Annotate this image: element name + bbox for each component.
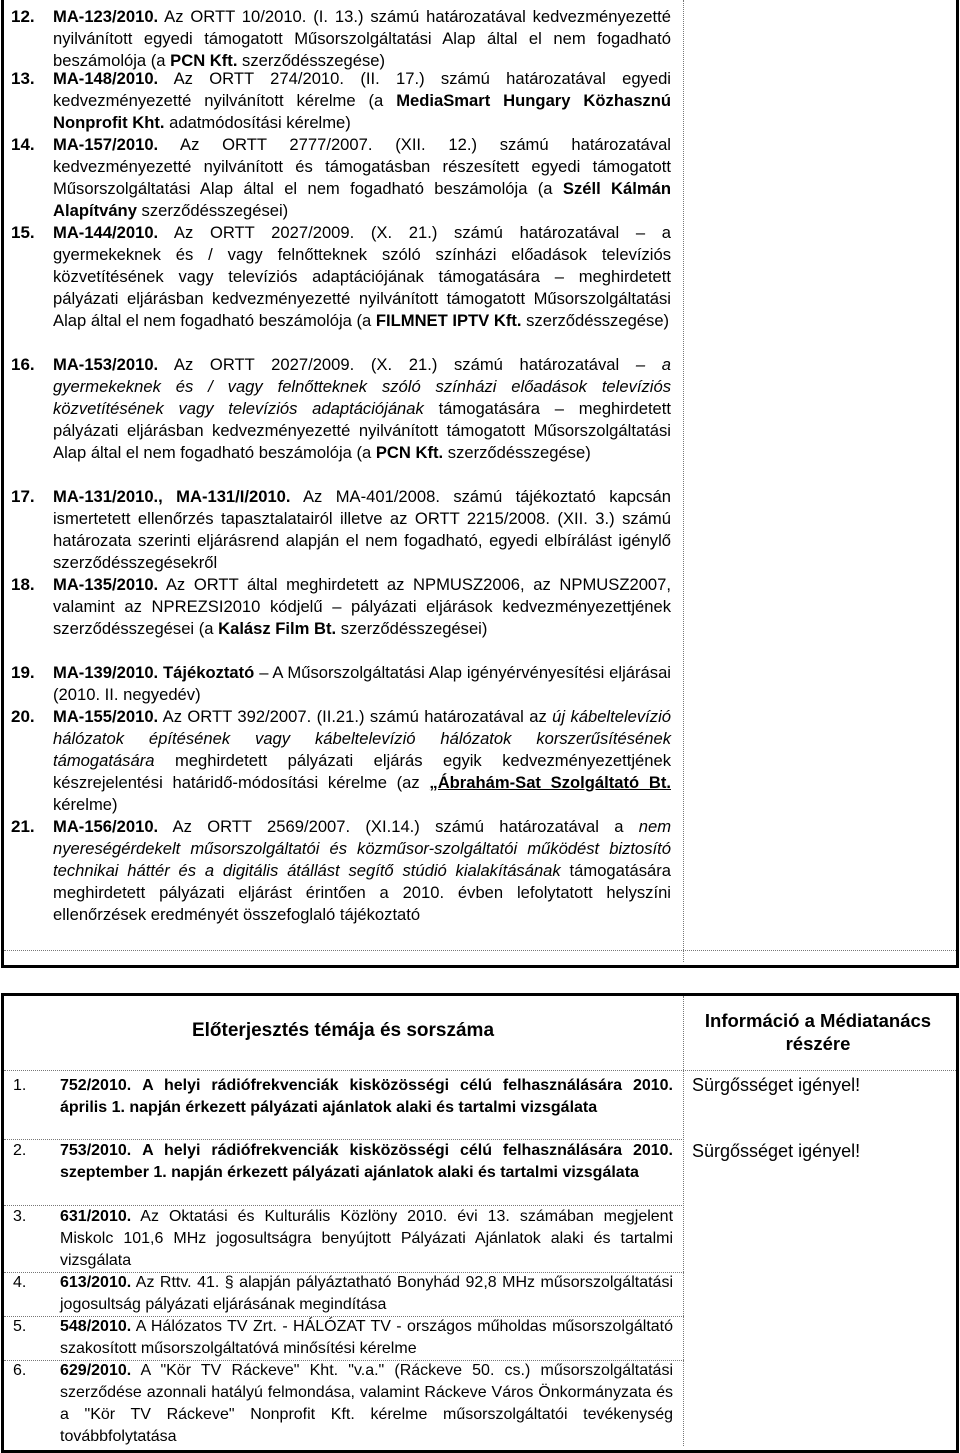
table-row-3 bbox=[5, 1206, 673, 1272]
top-column-divider bbox=[683, 0, 684, 962]
agenda-item-15 bbox=[11, 222, 671, 354]
table-row-5 bbox=[5, 1316, 673, 1360]
row-id: 753/2010. bbox=[60, 1142, 132, 1159]
item-id: MA-148/2010. bbox=[53, 69, 159, 88]
item-id: MA-139/2010. bbox=[53, 663, 159, 682]
table-row-4 bbox=[5, 1272, 673, 1316]
item-text: Az ORTT 392/2007. (II.21.) számú határozatával az bbox=[162, 707, 553, 726]
row-id: 613/2010. bbox=[60, 1274, 132, 1291]
row-number: 1. bbox=[13, 1077, 27, 1094]
agenda-item-20 bbox=[11, 706, 671, 816]
item-text: Az ORTT 2777/2007. (XII. 12.) számú határozatával kedvezményezetté nyilvánított és támogatásban részesített egyedi támogatott Műsorszolgáltatási Alap által el nem fogadható beszámolója (a bbox=[53, 135, 671, 198]
table-column-divider bbox=[683, 996, 684, 1446]
item-text: Az ORTT által meghirdetett az NPMUSZ2006, az NPMUSZ2007, valamint az NPREZSI2010 kódjelű – pályázati eljárások kedvezményezettjének szerződésszegései (a bbox=[53, 575, 671, 638]
row-id: 629/2010. bbox=[60, 1362, 132, 1379]
agenda-item-18 bbox=[11, 574, 671, 662]
item-tail: szerződésszegései) bbox=[136, 201, 289, 220]
agenda-item-14 bbox=[11, 134, 671, 222]
row-2-info: Sürgősséget igényel! bbox=[692, 1141, 861, 1161]
row-text: Az Rttv. 41. § alapján pályáztatható Bonyhád 92,8 MHz műsorszolgáltatási jogosultság pályázati eljárásának megindítása bbox=[60, 1274, 673, 1313]
item-number: 18. bbox=[11, 575, 35, 594]
row-text: Az Oktatási és Kulturális Közlöny 2010. évi 13. számában megjelent Miskolc 101,6 MHz jogosultságra benyújtott Pályázati Ajánlatok alaki és tartalmi vizsgálata bbox=[60, 1208, 674, 1269]
item-text: Az ORTT 274/2010. (II. 17.) számú határozatával egyedi kedvezményezetté nyilvánított kérelme (a bbox=[53, 69, 671, 110]
table-row-6 bbox=[5, 1360, 673, 1448]
item-text: Az MA-401/2008. számú tájékoztató kapcsán ismertetett ellenőrzés tapasztalatairól illetve az ORTT 2215/2008. (XII. 3.) számú határozata szerinti eljárásrend alapján el nem fogadható, egyedi elbírálást igénylő szerződésszegésekről bbox=[53, 487, 672, 572]
agenda-item-16 bbox=[11, 354, 671, 486]
item-tail: szerződésszegése) bbox=[443, 443, 591, 462]
item-id: MA-144/2010. bbox=[53, 223, 159, 242]
row-number: 6. bbox=[13, 1362, 27, 1379]
item-italic: új kábeltelevízió hálózatok építésének vagy kábeltelevízió hálózatok korszerűsítésének támogatására bbox=[53, 707, 671, 770]
row-text: A helyi rádiófrekvenciák kisközösségi célú felhasználására 2010. április 1. napján érkezett pályázati ajánlatok alaki és tartalmi vizsgálata bbox=[60, 1077, 674, 1116]
row-id: 752/2010. bbox=[60, 1077, 132, 1094]
agenda-item-19 bbox=[11, 662, 671, 706]
agenda-item-12 bbox=[11, 6, 671, 68]
item-text: Az ORTT 2569/2007. (XI.14.) számú határozatával a bbox=[172, 817, 639, 836]
item-text: Az ORTT 2027/2009. (X. 21.) számú határozatával – a gyermekeknek és / vagy felnőtteknek szóló színházi előadások televíziós közvetítésének vagy televíziós adaptációjának támogatására – meghirdetett pályázati eljárásban kedvezményezetté nyilvánított támogatott Műsorszolgáltatási Alap által el nem fogadható beszámolója (a bbox=[53, 223, 671, 330]
row-text: A helyi rádiófrekvenciák kisközösségi célú felhasználására 2010. szeptember 1. napján érkezett pályázati ajánlatok alaki és tartalmi vizsgálata bbox=[60, 1142, 674, 1181]
top-bottom-rule bbox=[4, 950, 956, 951]
row-id: 548/2010. bbox=[60, 1318, 132, 1335]
item-party: Kalász Film Bt. bbox=[218, 619, 337, 638]
item-number: 15. bbox=[11, 223, 35, 242]
row-number: 3. bbox=[13, 1208, 27, 1225]
item-text: – A Műsorszolgáltatási Alap igényérvényesítési eljárásai (2010. II. negyedév) bbox=[53, 663, 671, 704]
item-id: MA-156/2010. bbox=[53, 817, 159, 836]
item-id: MA-131/2010., MA-131/I/2010. bbox=[53, 487, 291, 506]
table-header-rule bbox=[4, 1070, 956, 1071]
item-id: MA-135/2010. bbox=[53, 575, 159, 594]
item-text2: támogatására – meghirdetett pályázati eljárásban kedvezményezetté nyilvánított támogatott Műsorszolgáltatási Alap által el nem fogadható beszámolója (a bbox=[53, 399, 672, 462]
item-number: 21. bbox=[11, 817, 35, 836]
item-number: 13. bbox=[11, 69, 35, 88]
item-tail: szerződésszegése) bbox=[237, 51, 386, 70]
top-agenda-list bbox=[11, 6, 671, 926]
row-1-info: Sürgősséget igényel! bbox=[692, 1075, 861, 1095]
agenda-item-21 bbox=[11, 816, 671, 926]
item-id: MA-123/2010. bbox=[53, 7, 159, 26]
row-number: 5. bbox=[13, 1318, 27, 1335]
item-text2: támogatására meghirdetett pályázati eljárást érintően a 2010. évben lefolytatott helyszíni ellenőrzések eredményét összefoglaló tájékoztató bbox=[53, 861, 671, 924]
row-id: 631/2010. bbox=[60, 1208, 132, 1225]
item-text: Az ORTT 2027/2009. (X. 21.) számú határozatával bbox=[173, 355, 636, 374]
item-text: Az ORTT 10/2010. (I. 13.) számú határozatával kedvezményezetté nyilvánított egyedi támogatott Műsorszolgáltatási Alap által el nem fogadható beszámolója (a bbox=[53, 7, 671, 70]
item-text2: meghirdetett pályázati eljárás egyik kedvezményezettjének készrejelentési határidő-módosítási kérelme (az bbox=[53, 751, 671, 792]
item-party: Széll Kálmán Alapítvány bbox=[53, 179, 671, 220]
item-number: 12. bbox=[11, 7, 35, 26]
table-header-info: Információ a Médiatanács részére bbox=[704, 1010, 932, 1054]
item-party: MediaSmart Hungary Közhasznú Nonprofit Kht. bbox=[53, 91, 671, 132]
item-number: 16. bbox=[11, 355, 35, 374]
item-party: PCN Kft. bbox=[375, 443, 444, 462]
item-number: 20. bbox=[11, 707, 35, 726]
item-tail: kérelme) bbox=[53, 795, 118, 814]
item-number: 17. bbox=[11, 487, 35, 506]
item-tail: szerződésszegése) bbox=[521, 311, 670, 330]
item-tail: adatmódosítási kérelme) bbox=[164, 113, 351, 132]
item-id: MA-155/2010. bbox=[53, 707, 159, 726]
table-row-1 bbox=[5, 1075, 673, 1119]
agenda-item-13 bbox=[11, 68, 671, 134]
item-id: MA-157/2010. bbox=[53, 135, 159, 154]
table-row-2 bbox=[5, 1140, 673, 1184]
row-number: 2. bbox=[13, 1142, 27, 1159]
item-number: 19. bbox=[11, 663, 35, 682]
item-number: 14. bbox=[11, 135, 35, 154]
agenda-item-17 bbox=[11, 486, 671, 574]
item-tail: szerződésszegései) bbox=[336, 619, 488, 638]
item-lead: Tájékoztató bbox=[163, 663, 255, 682]
item-id: MA-153/2010. bbox=[53, 355, 159, 374]
item-party: „Ábrahám-Sat Szolgáltató Bt. bbox=[429, 773, 671, 792]
table-header-topic: Előterjesztés témája és sorszáma bbox=[191, 1020, 495, 1041]
row-text: A "Kör TV Ráckeve" Kht. "v.a." (Ráckeve 50. cs.) műsorszolgáltatási szerződése azonnali hatályú felmondása, valamint Ráckeve Város Önkormányzata és a "Kör TV Ráckeve" Nonprofit Kft. kérelme műsorszolgáltatói tevékenység továbbfolytatása bbox=[60, 1362, 673, 1445]
row-text: A Hálózatos TV Zrt. - HÁLÓZAT TV - országos műholdas műsorszolgáltató szakosított műsorszolgáltatóvá minősítési kérelme bbox=[60, 1318, 674, 1357]
item-party: FILMNET IPTV Kft. bbox=[375, 311, 522, 330]
item-party: PCN Kft. bbox=[170, 51, 238, 70]
item-italic: – a gyermekeknek és / vagy felnőtteknek szóló színházi előadások televíziós közvetítésének vagy televíziós adaptációjának bbox=[53, 355, 671, 418]
item-italic: nem nyereségérdekelt műsorszolgáltatói és közműsor-szolgáltatói működést biztosító technikai háttér és a digitális átállást segítő stúdió kialakításának bbox=[53, 817, 672, 880]
row-number: 4. bbox=[13, 1274, 27, 1291]
